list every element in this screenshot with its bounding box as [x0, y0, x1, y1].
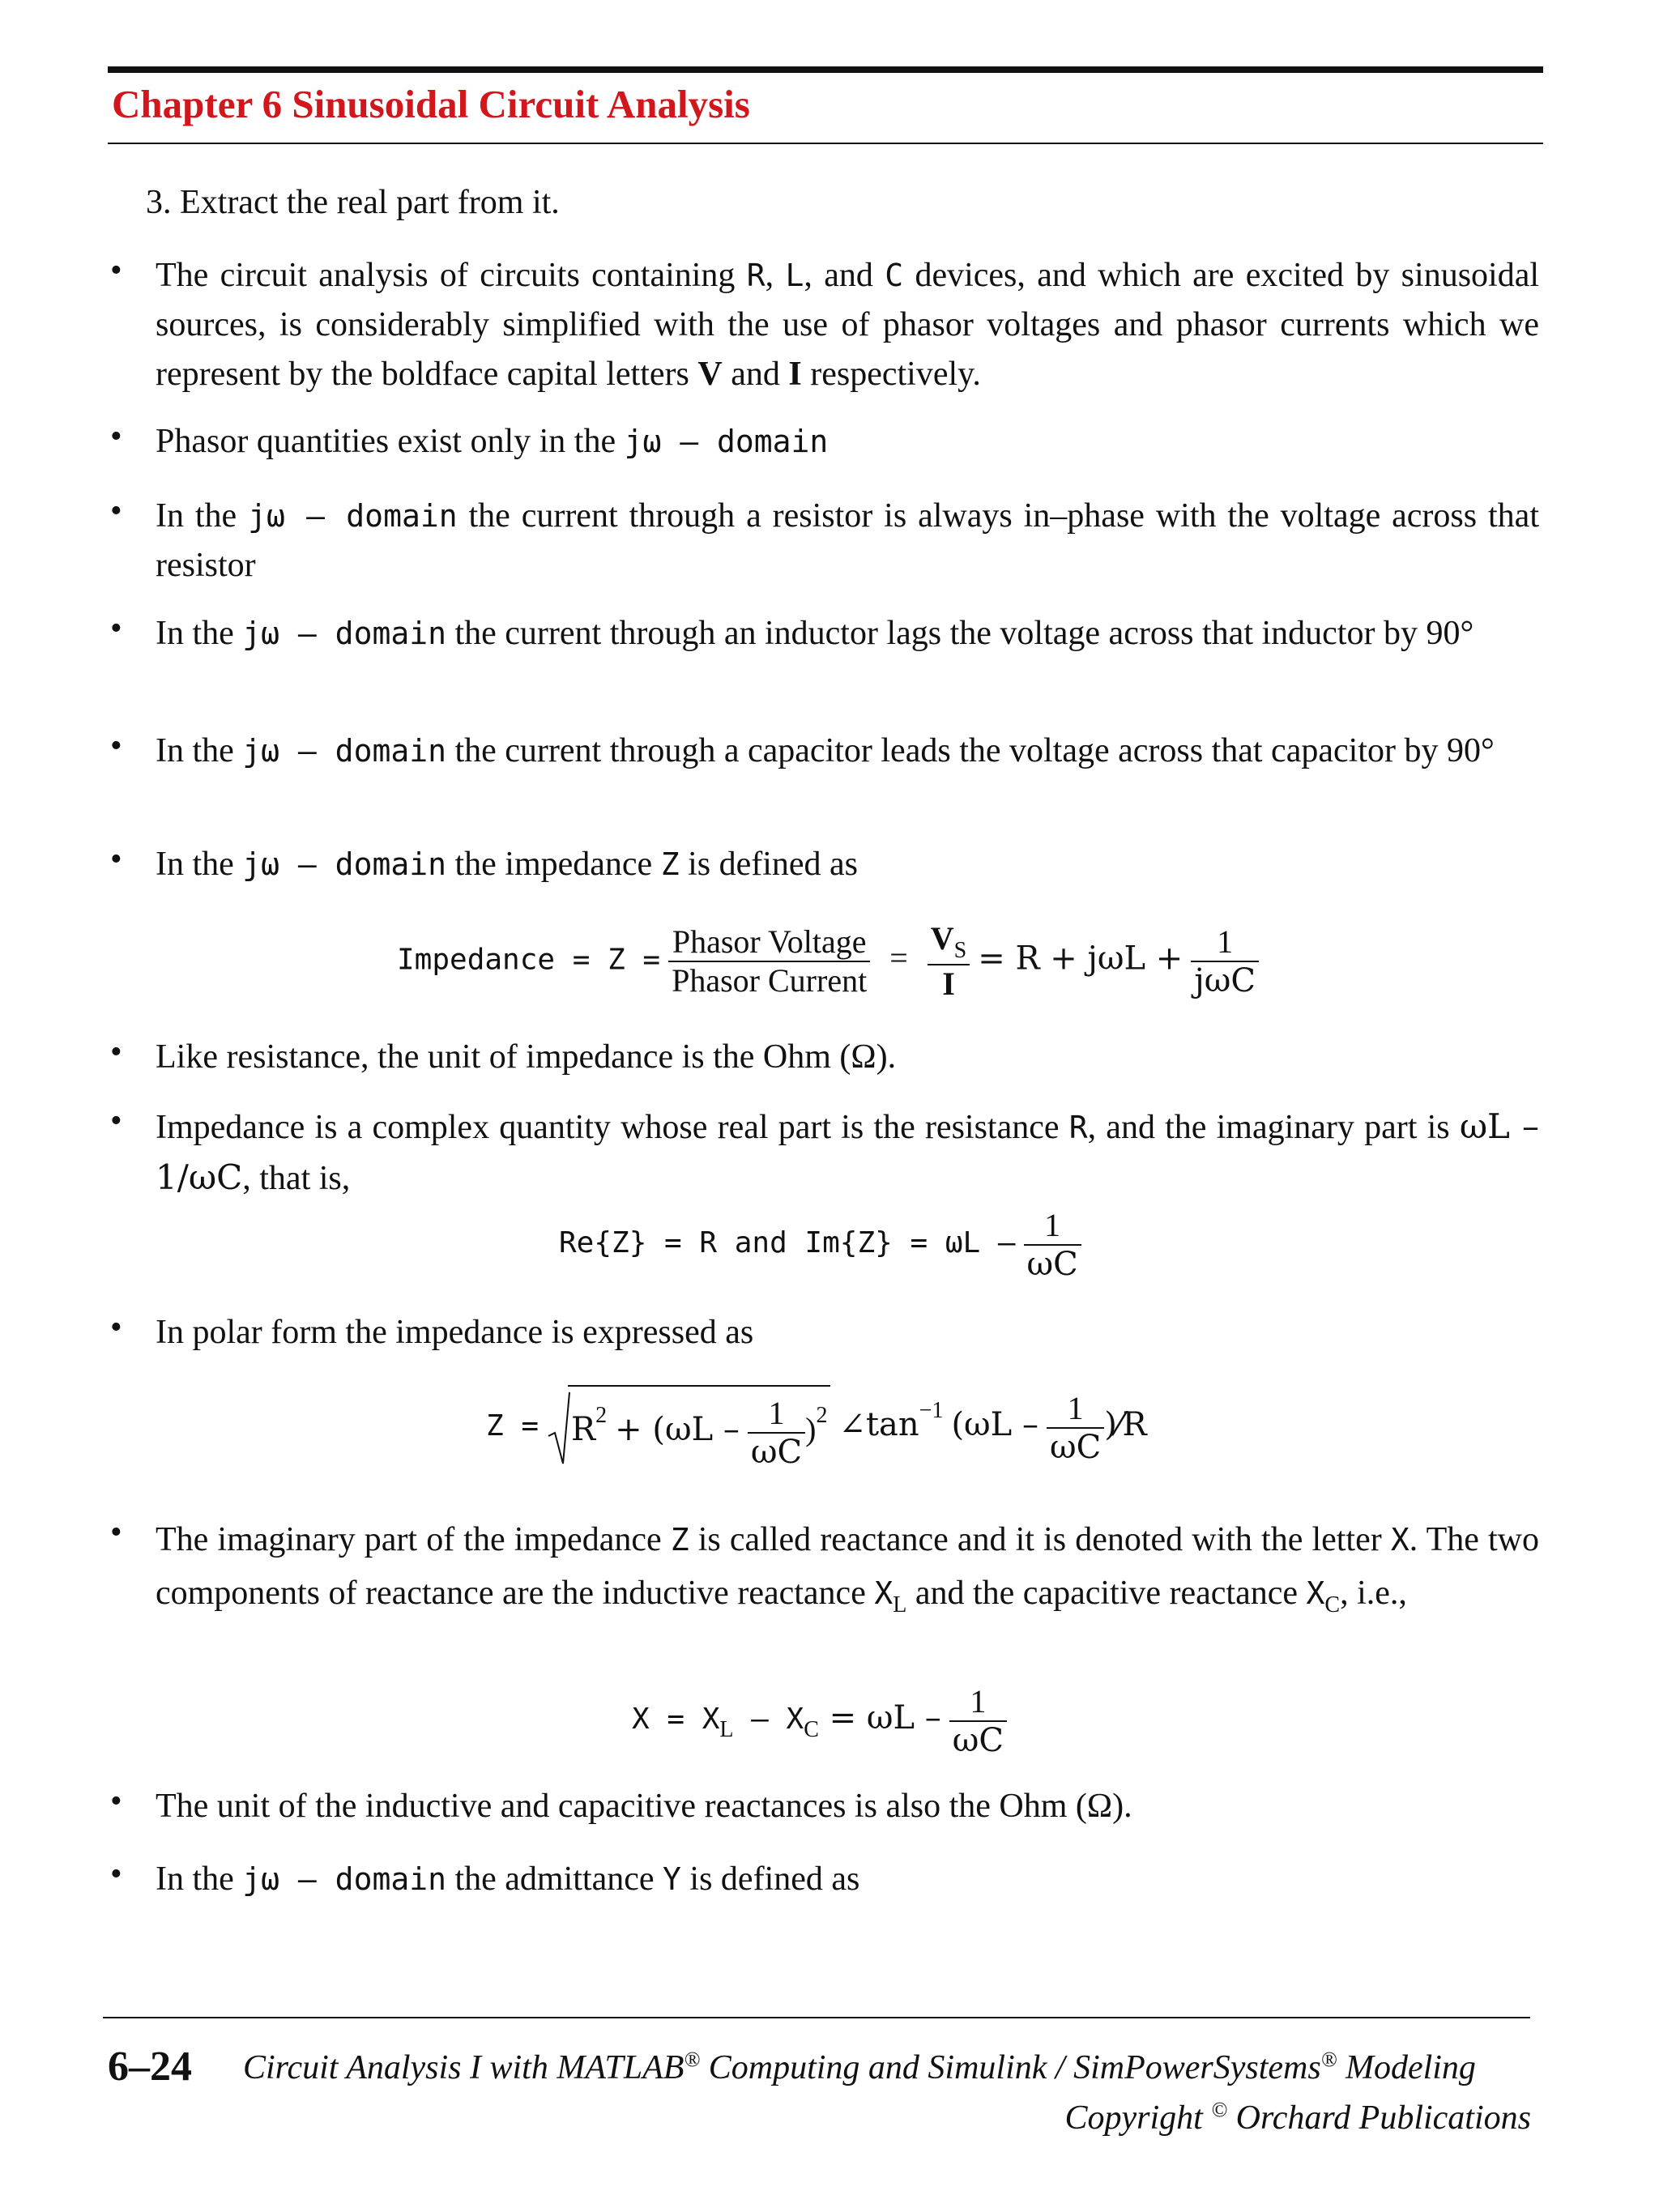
step-number: 3	[146, 184, 163, 221]
fraction-one-over-wc: $\frac{1}{\omega C}$	[748, 1395, 805, 1471]
bullet-inductor: In the jω – domain the current through an inductor lags the voltage across that inductor by 90°	[156, 615, 1474, 652]
page-number: 6–24	[108, 2044, 192, 2090]
book-title: Circuit Analysis I with MATLAB® Computing and Simulink / SimPowerSystems® Modeling	[243, 2048, 1476, 2086]
equation-reactance: $X = X_L - X_C = \omega L$ – $\frac{1}{\omega C}$	[632, 1683, 1007, 1759]
bullet-dot: •	[110, 1102, 122, 1140]
bullet-dot: •	[110, 1034, 122, 1071]
equation-impedance: Impedance = Z = $\frac{\text{Phasor Voltage}}{\text{Phasor Current}}$ = $\frac{V_S}{I}$ = R + jωL + $\frac{1}{\text{jωC}}$	[397, 920, 1259, 1003]
bullet-capacitor: In the jω – domain the current through a capacitor leads the voltage across that capacitor by 90°	[156, 732, 1495, 769]
fraction-one-over-jwc: $\frac{1}{\text{jωC}}$	[1191, 923, 1259, 999]
bullet-dot: •	[110, 492, 122, 530]
equation-polar: $Z = R^2 + (\omega L$ – $\frac{1}{\omega C}$ )$^2$ $\angle\tan^{-1}$ (ωL – $\frac{1}{\omega C}$ )⁄R	[486, 1385, 1147, 1471]
copyright-line: Copyright © Orchard Publications	[1064, 2098, 1531, 2137]
step-3	[146, 178, 560, 228]
footer-rule	[103, 2017, 1530, 2018]
bullet-dot: •	[110, 841, 122, 878]
step-text: . Extract the real part from it.	[163, 184, 560, 221]
bullet-dot: •	[110, 1514, 122, 1551]
bullet-dot: •	[110, 252, 122, 289]
bullet-circuit-analysis: The circuit analysis of circuits containing R, L, and C devices, and which are excited by sinusoidal sources, is considerably simplified with the use of phasor voltages and phasor currents which we represent by the boldface capital letters V and I respectively.	[156, 257, 1540, 393]
bullet-complex-quantity: Impedance is a complex quantity whose real part is the resistance R, and the imaginary part is ωL – 1/ωC, that is,	[156, 1106, 1539, 1197]
fraction-one-over-wc: $\frac{1}{\omega C}$	[1024, 1207, 1081, 1283]
bullet-ohm-unit: Like resistance, the unit of impedance is the Ohm (Ω).	[156, 1038, 897, 1076]
header-rule	[108, 143, 1543, 144]
fraction-vs-over-i: $\frac{V_S}{I}$	[928, 920, 970, 1003]
bullet-impedance-definition: In the jω – domain the impedance Z is defined as	[156, 846, 859, 883]
bullet-admittance: In the jω – domain the admittance Y is defined as	[156, 1860, 860, 1898]
bullet-polar-form: In polar form the impedance is expressed as	[156, 1314, 754, 1351]
bullet-dot: •	[110, 418, 122, 455]
bullet-phasor-quantities: Phasor quantities exist only in the jω – domain	[156, 423, 829, 460]
chapter-title: Chapter 6 Sinusoidal Circuit Analysis	[112, 82, 750, 126]
equation-re-im: Re{Z} = R and Im{Z} = ωL – $\frac{1}{\omega C}$	[559, 1207, 1081, 1283]
bullet-reactance: The imaginary part of the impedance Z is called reactance and it is denoted with the letter X. The two components of reactance are the inductive reactance $X_L$ and the capacitive reactance $X_C$, i.e.,	[156, 1521, 1540, 1617]
bullet-dot: •	[110, 1783, 122, 1820]
square-root: $R^2 + (\omega L$ – $\frac{1}{\omega C}$ )$^2$	[547, 1385, 830, 1471]
fraction-one-over-wc: $\frac{1}{\omega C}$	[1047, 1390, 1104, 1466]
bullet-dot: •	[110, 727, 122, 765]
top-rule	[108, 66, 1543, 73]
bullet-dot: •	[110, 1309, 122, 1346]
bullet-dot: •	[110, 610, 122, 647]
fraction-one-over-wc: $\frac{1}{\omega C}$	[949, 1683, 1007, 1759]
bullet-resistor: In the jω – domain the current through a resistor is always in–phase with the voltage across that resistor	[156, 497, 1539, 584]
bullet-dot: •	[110, 1856, 122, 1893]
bullet-reactance-unit: The unit of the inductive and capacitive reactances is also the Ohm (Ω).	[156, 1788, 1132, 1825]
fraction-phasor: $\frac{\text{Phasor Voltage}}{\text{Phasor Current}}$	[668, 923, 870, 999]
